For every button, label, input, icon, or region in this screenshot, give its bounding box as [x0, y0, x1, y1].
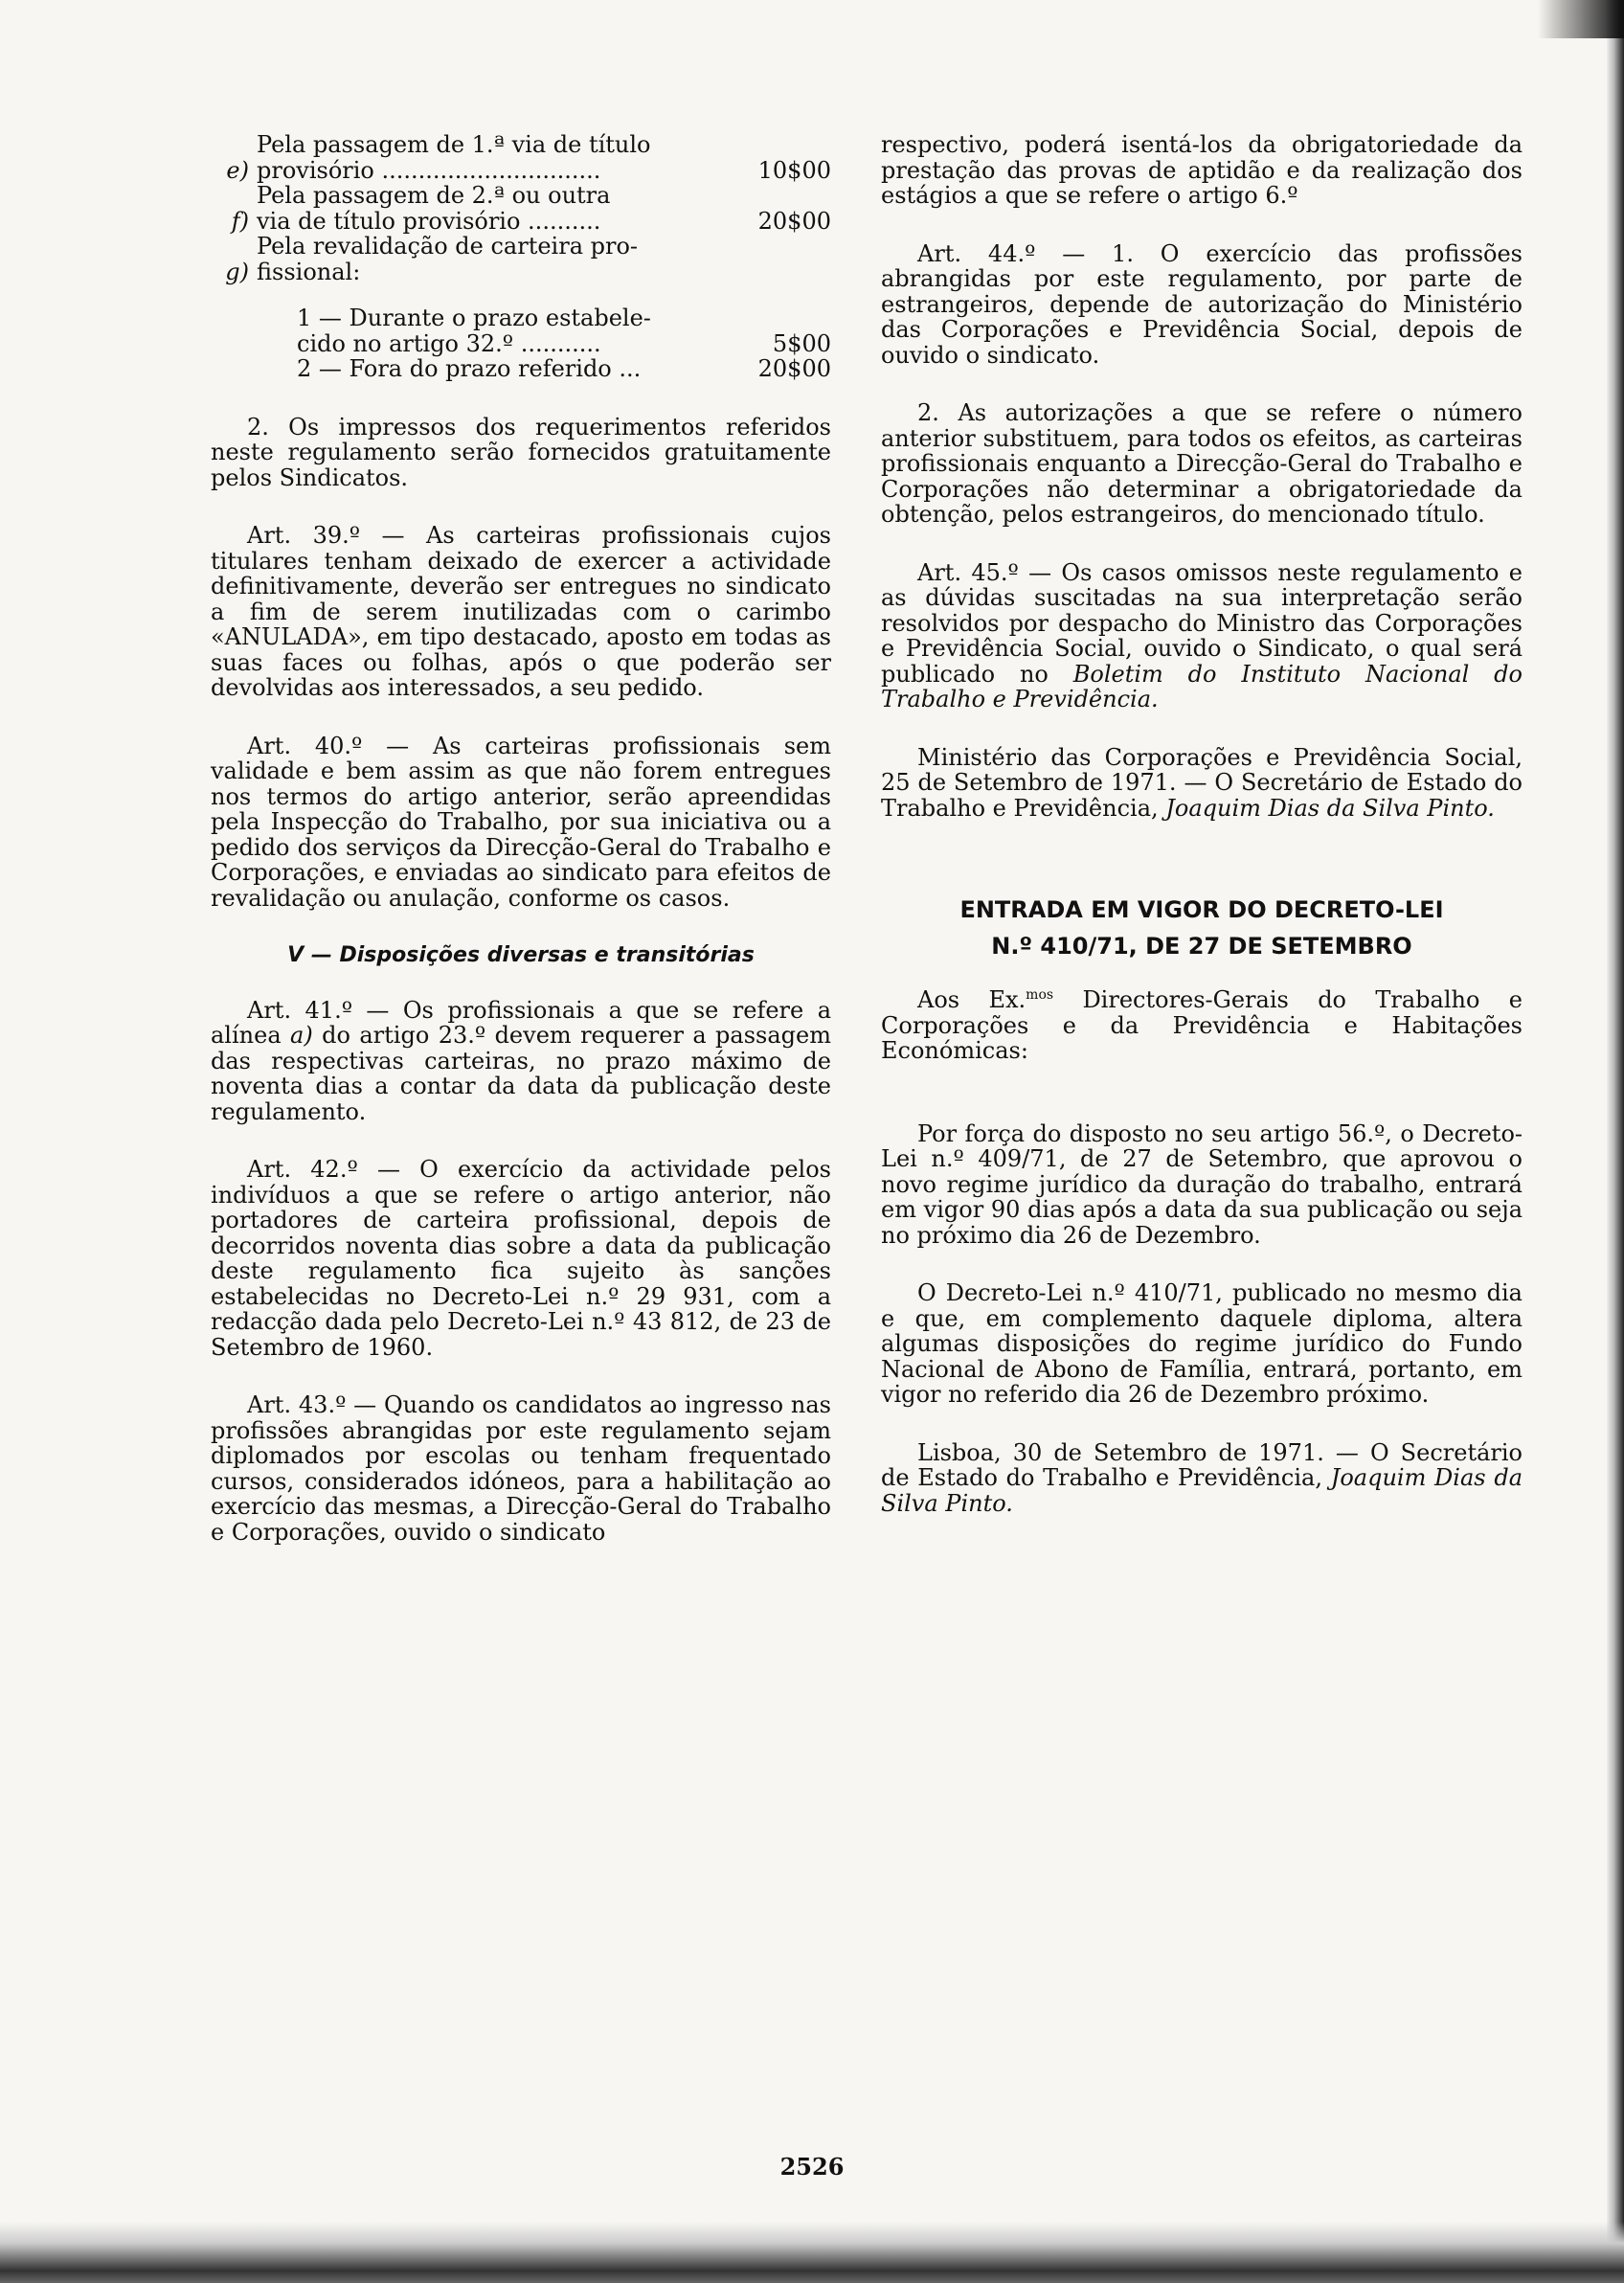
- signature-lisboa: [881, 1440, 1522, 1517]
- paragraph-decreto: O Decreto-Lei n.º 410/71, publicado no mesmo dia e que, em complemento daquele diploma, altera algumas disposições do regime jurídico do Fundo Nacional de Abono de Família, entrará, portanto, em vigor no referido dia 26 de Dezembro próximo.: [881, 1279, 1522, 1408]
- article-45: [881, 560, 1522, 712]
- fee-subitem-2: [211, 356, 831, 382]
- addressee-text-end: Directores-Gerais do Trabalho e Corporações e da Previdência e Habitações Económicas:: [881, 986, 1523, 1064]
- right-column: [881, 132, 1522, 1548]
- fee-text-line: provisório ..............................: [257, 156, 601, 184]
- fee-text: [257, 132, 726, 183]
- article-40: Art. 40.º — As carteiras profissionais sem validade e bem assim as que não forem entregues nos termos do artigo anterior, serão apreendidas pela Inspecção do Trabalho, por sua iniciativa ou a pedido dos serviços da Direcção-Geral do Trabalho e Corporações, e enviadas ao sindicato para efeitos de revalidação ou anulação, conforme os casos.: [211, 732, 831, 912]
- page-number: 2526: [779, 2153, 845, 2181]
- fee-text-line: Pela revalidação de carteira pro-: [257, 233, 639, 260]
- article-42: Art. 42.º — O exercício da actividade pelos indivíduos a que se refere o artigo anterior, não portadores de carteira profissional, depois de decorridos noventa dias sobre a data da publicação deste regulamento fica sujeito às sanções estabelecidas no Decreto-Lei n.º 29 931, com a redacção dada pelo Decreto-Lei n.º 43 812, de 23 de Setembro de 1960.: [211, 1156, 831, 1361]
- article-43: Art. 43.º — Quando os candidatos ao ingresso nas profissões abrangidas por este regulamento sejam diplomados por escolas ou tenham frequentado cursos, considerados idóneos, para a habilitação ao exercício das mesmas, a Direcção-Geral do Trabalho e Corporações, ouvido o sindicato: [211, 1391, 831, 1546]
- article-41-text: Art. 41.º — Os profissionais a que se refere a alínea: [211, 996, 831, 1049]
- fee-text-line: via de título provisório ..........: [257, 207, 601, 235]
- fee-text-line: Pela passagem de 1.ª via de título: [257, 131, 651, 158]
- section-heading-entrada: [881, 892, 1522, 964]
- paragraph-forca: Por força do disposto no seu artigo 56.º, o Decreto-Lei n.º 409/71, de 27 de Setembro, que aprovou o novo regime jurídico da duração do trabalho, entrará em vigor 90 dias após a data da sua publicação ou seja no próximo dia 26 de Dezembro.: [881, 1119, 1522, 1249]
- fee-amount: 20$00: [757, 207, 831, 235]
- fee-subitem-1: [211, 305, 831, 356]
- left-column: [211, 132, 831, 1577]
- fee-text: [297, 305, 726, 356]
- page-corner-shadow: [1538, 0, 1624, 38]
- fee-letter: f): [231, 207, 249, 235]
- fee-text: 2 — Fora do prazo referido ...: [297, 355, 642, 382]
- page-edge-shadow-right: [1607, 0, 1624, 2283]
- article-45-text: Art. 45.º — Os casos omissos neste regulamento e as dúvidas suscitadas na sua interpretação serão resolvidos por despacho do Ministro das Corporações e Previdência Social, ouvido o Sindicato, o qual será publicado no: [881, 558, 1522, 688]
- signature-ministerio: [881, 745, 1522, 822]
- fee-text: [257, 183, 726, 234]
- article-45-emphasis: Boletim do Instituto Nacional do Trabalho e Previdência.: [881, 660, 1522, 712]
- fee-letter: e): [226, 156, 249, 184]
- addressee: [881, 987, 1522, 1064]
- signature-text: Lisboa, 30 de Setembro de 1971. — O Secretário de Estado do Trabalho e Previdência,: [881, 1438, 1522, 1491]
- signature-text: Ministério das Corporações e Previdência Social, 25 de Setembro de 1971. — O Secretário de Estado do Trabalho e Previdência,: [881, 743, 1522, 822]
- addressee-superscript: mos: [1026, 987, 1054, 1003]
- article-41: [211, 998, 831, 1125]
- signatory-name: Joaquim Dias da Silva Pinto.: [881, 1464, 1522, 1517]
- heading-line: ENTRADA EM VIGOR DO DECRETO-LEI: [959, 896, 1444, 923]
- fee-text-line: 1 — Durante o prazo estabele-: [297, 305, 651, 331]
- fee-amount: 20$00: [757, 355, 831, 382]
- fee-text-line: Pela passagem de 2.ª ou outra: [257, 182, 611, 209]
- article-41-text-end: do artigo 23.º devem requerer a passagem das respectivas carteiras, no prazo máximo de noventa dias a contar da data da publicação deste regulamento.: [211, 1022, 831, 1125]
- fee-text-line: fissional:: [257, 258, 361, 285]
- section-heading: V — Disposições diversas e transitórias: [287, 943, 755, 967]
- fee-amount: 10$00: [757, 156, 831, 184]
- fee-text: [257, 234, 726, 284]
- fee-letter: g): [225, 258, 249, 285]
- spacer: [211, 284, 831, 305]
- page-edge-shadow-bottom: [0, 2222, 1624, 2283]
- fee-list: [211, 132, 831, 382]
- fee-amount: 5$00: [772, 329, 831, 357]
- article-44-2: 2. As autorizações a que se refere o número anterior substituem, para todos os efeitos, as carteiras profissionais enquanto a Direcção-Geral do Trabalho e Corporações não determinar a obrigatoriedade da obtenção, pelos estrangeiros, do mencionado título.: [881, 399, 1522, 528]
- heading-line: N.º 410/71, DE 27 DE SETEMBRO: [991, 933, 1412, 960]
- article-39: Art. 39.º — As carteiras profissionais cujos titulares tenham deixado de exercer a actividade definitivamente, deverão ser entregues no sindicato a fim de serem inutilizadas com o carimbo «ANULADA», em tipo destacado, aposto em todas as suas faces ou folhas, após o que poderão ser devolvidas aos interessados, a seu pedido.: [211, 522, 831, 701]
- article-44-1: Art. 44.º — 1. O exercício das profissões abrangidas por este regulamento, por parte de estrangeiros, depende de autorização do Ministério das Corporações e Previdência Social, depois de ouvido o sindicato.: [881, 239, 1522, 369]
- article-43-continuation: respectivo, poderá isentá-los da obrigatoriedade da prestação das provas de aptidão e da realização dos estágios a que se refere o artigo 6.º: [881, 131, 1522, 209]
- fee-item-g: [211, 234, 831, 284]
- fee-text-line: cido no artigo 32.º ...........: [297, 329, 601, 357]
- fee-item-f: [211, 183, 831, 234]
- article-41-emphasis: a): [290, 1022, 313, 1049]
- signatory-name: Joaquim Dias da Silva Pinto.: [1165, 794, 1495, 822]
- addressee-text: Aos Ex.: [917, 986, 1026, 1013]
- fee-item-e: [211, 132, 831, 183]
- paragraph-impressos: 2. Os impressos dos requerimentos referidos neste regulamento serão fornecidos gratuitamente pelos Sindicatos.: [211, 413, 831, 491]
